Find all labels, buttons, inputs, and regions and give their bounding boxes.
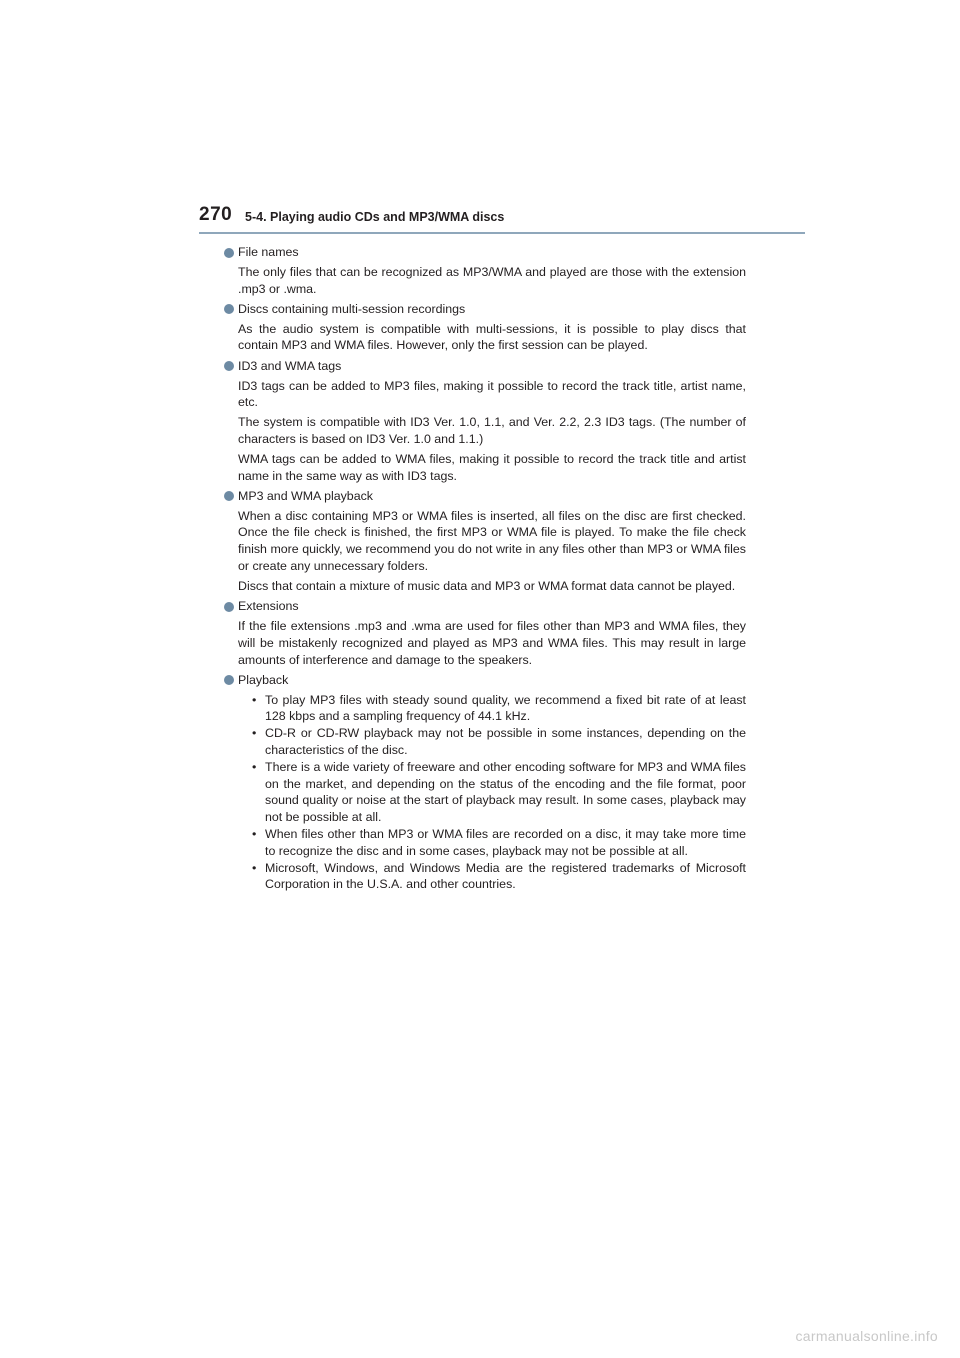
bullet-icon — [224, 304, 234, 314]
content-body — [224, 244, 746, 897]
bullet-icon — [224, 602, 234, 612]
item-title: File names — [238, 245, 299, 259]
item-title: MP3 and WMA playback — [238, 488, 373, 503]
sub-list-item: • To play MP3 files with steady sound quality, we recommend a fixed bit rate of at least 128 kbps and a sampling frequency of 44.1 kHz. — [252, 692, 746, 724]
paragraph: WMA tags can be added to WMA files, making it possible to record the track title and artist name in the same way as with ID3 tags. — [238, 451, 746, 483]
item-file-names — [224, 244, 746, 297]
sub-list-item: • CD-R or CD-RW playback may not be possible in some instances, depending on the characteristics of the disc. — [252, 726, 746, 758]
bullet-icon — [224, 361, 234, 371]
sub-list-item: • There is a wide variety of freeware and other encoding software for MP3 and WMA files on the market, and depending on the status of the encoding and the file format, poor sound quality or noise at the start of playback may result. In some cases, playback may not be possible at all. — [252, 759, 746, 825]
paragraph: If the file extensions .mp3 and .wma are used for files other than MP3 and WMA files, they will be mistakenly recognized and played as MP3 and WMA files. This may result in large amounts of interference and damage to the speakers. — [238, 618, 746, 667]
paragraph: Discs that contain a mixture of music data and MP3 or WMA format data cannot be played. — [238, 578, 736, 593]
item-playback — [224, 672, 746, 893]
bullet-icon — [224, 248, 234, 258]
item-title: Extensions — [238, 599, 299, 614]
item-extensions — [224, 598, 746, 668]
sub-list-item: • Microsoft, Windows, and Windows Media are the registered trademarks of Microsoft Corporation in the U.S.A. and other countries. — [252, 860, 746, 892]
item-id3-wma-tags — [224, 358, 746, 485]
bullet-icon — [224, 491, 234, 501]
sub-bullet-icon: • — [252, 860, 257, 875]
page-header — [199, 203, 805, 235]
sub-bullet-icon: • — [252, 827, 257, 841]
watermark: carmanualsonline.info — [795, 1328, 938, 1344]
item-title: ID3 and WMA tags — [238, 358, 342, 373]
item-mp3-wma-playback — [224, 488, 746, 595]
section-title: 5-4. Playing audio CDs and MP3/WMA discs — [245, 210, 505, 224]
playback-sub-list — [252, 692, 746, 894]
item-title: Discs containing multi-session recordings — [238, 301, 466, 316]
item-title: Playback — [238, 672, 289, 687]
header-rule — [199, 232, 805, 234]
paragraph: ID3 tags can be added to MP3 files, making it possible to record the track title, artist name, etc. — [238, 378, 746, 410]
sub-bullet-icon: • — [252, 692, 257, 707]
sub-list-item: • When files other than MP3 or WMA files are recorded on a disc, it may take more time to recognize the disc and in some cases, playback may not be possible at all. — [252, 827, 746, 858]
bullet-icon — [224, 675, 234, 685]
paragraph: The system is compatible with ID3 Ver. 1.0, 1.1, and Ver. 2.2, 2.3 ID3 tags. (The number of characters is based on ID3 Ver. 1.0 and 1.1.) — [238, 415, 746, 446]
paragraph: The only files that can be recognized as MP3/WMA and played are those with the extension .mp3 or .wma. — [238, 264, 746, 296]
sub-bullet-icon: • — [252, 759, 257, 774]
page-number: 270 — [199, 204, 233, 225]
paragraph: When a disc containing MP3 or WMA files is inserted, all files on the disc are first checked. Once the file check is finished, the first MP3 or WMA file is played. To make the file check finish more quickly, we recommend you do not write in any files other than MP3 or WMA files or create any unnecessary folders. — [238, 508, 746, 574]
item-multi-session — [224, 301, 746, 354]
sub-bullet-icon: • — [252, 726, 257, 741]
paragraph: As the audio system is compatible with multi-sessions, it is possible to play discs that contain MP3 and WMA files. However, only the first session can be played. — [238, 321, 746, 353]
